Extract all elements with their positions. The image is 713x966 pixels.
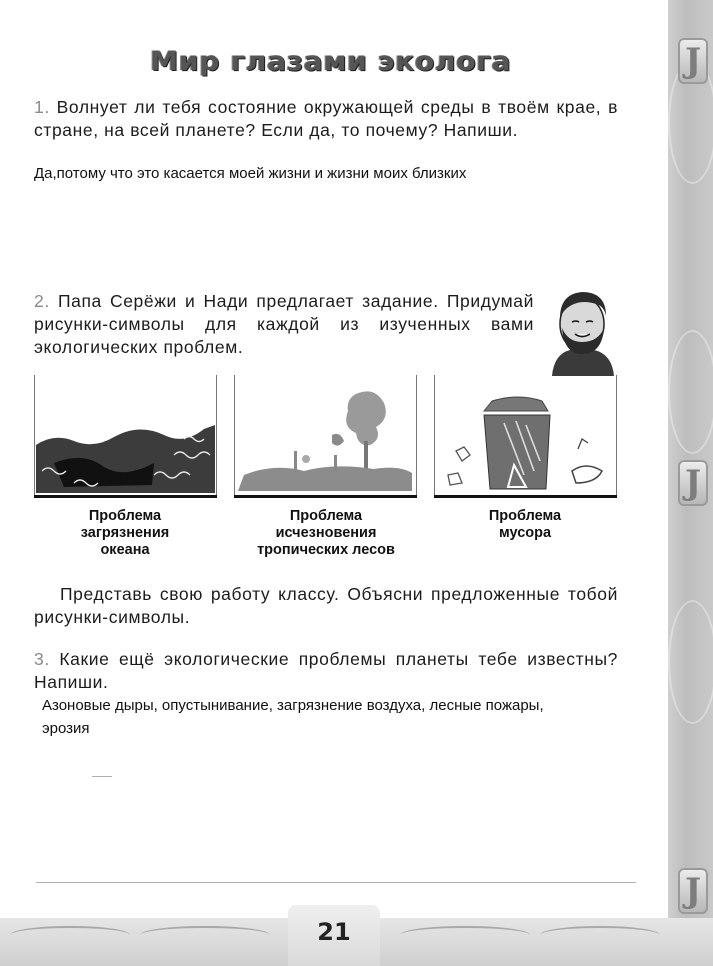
task-number: 3. — [34, 649, 50, 669]
task-2-follow-up — [34, 583, 618, 629]
caption-line: тропических лесов — [257, 542, 395, 558]
drawing-ocean-pollution — [34, 375, 217, 498]
decorative-wave — [400, 926, 530, 944]
task-2 — [34, 290, 534, 359]
decorative-swirl — [668, 330, 713, 454]
decorative-wave — [540, 926, 660, 944]
drawing-garbage — [434, 375, 617, 498]
caption-line: загрязнения — [80, 525, 170, 541]
task-text: Представь свою работу классу. Объясни предложенные тобой рисунки-символы. — [34, 584, 618, 627]
decorative-wave — [140, 926, 270, 944]
forest-loss-symbol — [234, 375, 417, 495]
page-title: Мир глазами эколога — [150, 46, 512, 77]
task-number: 1. — [34, 97, 50, 117]
task-1-answer: Да,потому что это касается моей жизни и жизни моих близких — [34, 165, 467, 182]
side-badge-icon: J — [678, 38, 708, 84]
caption-line: исчезновения — [275, 525, 377, 541]
caption-ocean-pollution — [30, 508, 220, 559]
task-3 — [34, 648, 618, 694]
task-1 — [34, 96, 618, 142]
side-badge-icon: J — [678, 460, 708, 506]
ocean-pollution-symbol — [34, 375, 217, 495]
page-number: 21 — [317, 918, 351, 946]
side-badge-icon: J — [678, 868, 708, 914]
task-3-answer-line-2: эрозия — [42, 720, 90, 737]
caption-line: Проблема — [488, 508, 562, 524]
task-text: Какие ещё экологические проблемы планеты тебе известны? Напиши. — [34, 649, 618, 692]
task-text: Папа Серёжи и Нади предлагает задание. Придумай рисунки-символы для каждой из изученных вами экологических проблем. — [34, 291, 535, 357]
task-3-answer-line-1: Азоновые дыры, опустынивание, загрязнение воздуха, лесные пожары, — [42, 697, 544, 714]
garbage-symbol — [434, 375, 617, 495]
caption-line: океана — [100, 542, 150, 558]
faint-rule — [92, 776, 112, 777]
task-number: 2. — [34, 291, 50, 311]
decorative-swirl — [668, 600, 713, 724]
caption-line: Проблема — [289, 508, 363, 524]
caption-garbage — [430, 508, 620, 542]
drawing-forest-loss — [234, 375, 417, 498]
task-text: Волнует ли тебя состояние окружающей среды в твоём крае, в стране, на всей планете? Если да, то почему? Напиши. — [34, 97, 618, 140]
caption-forest-loss — [231, 508, 421, 559]
decorative-wave — [10, 926, 130, 944]
caption-line: мусора — [498, 525, 552, 541]
faint-rule — [36, 882, 636, 883]
father-character-illustration — [548, 284, 616, 376]
caption-line: Проблема — [88, 508, 162, 524]
